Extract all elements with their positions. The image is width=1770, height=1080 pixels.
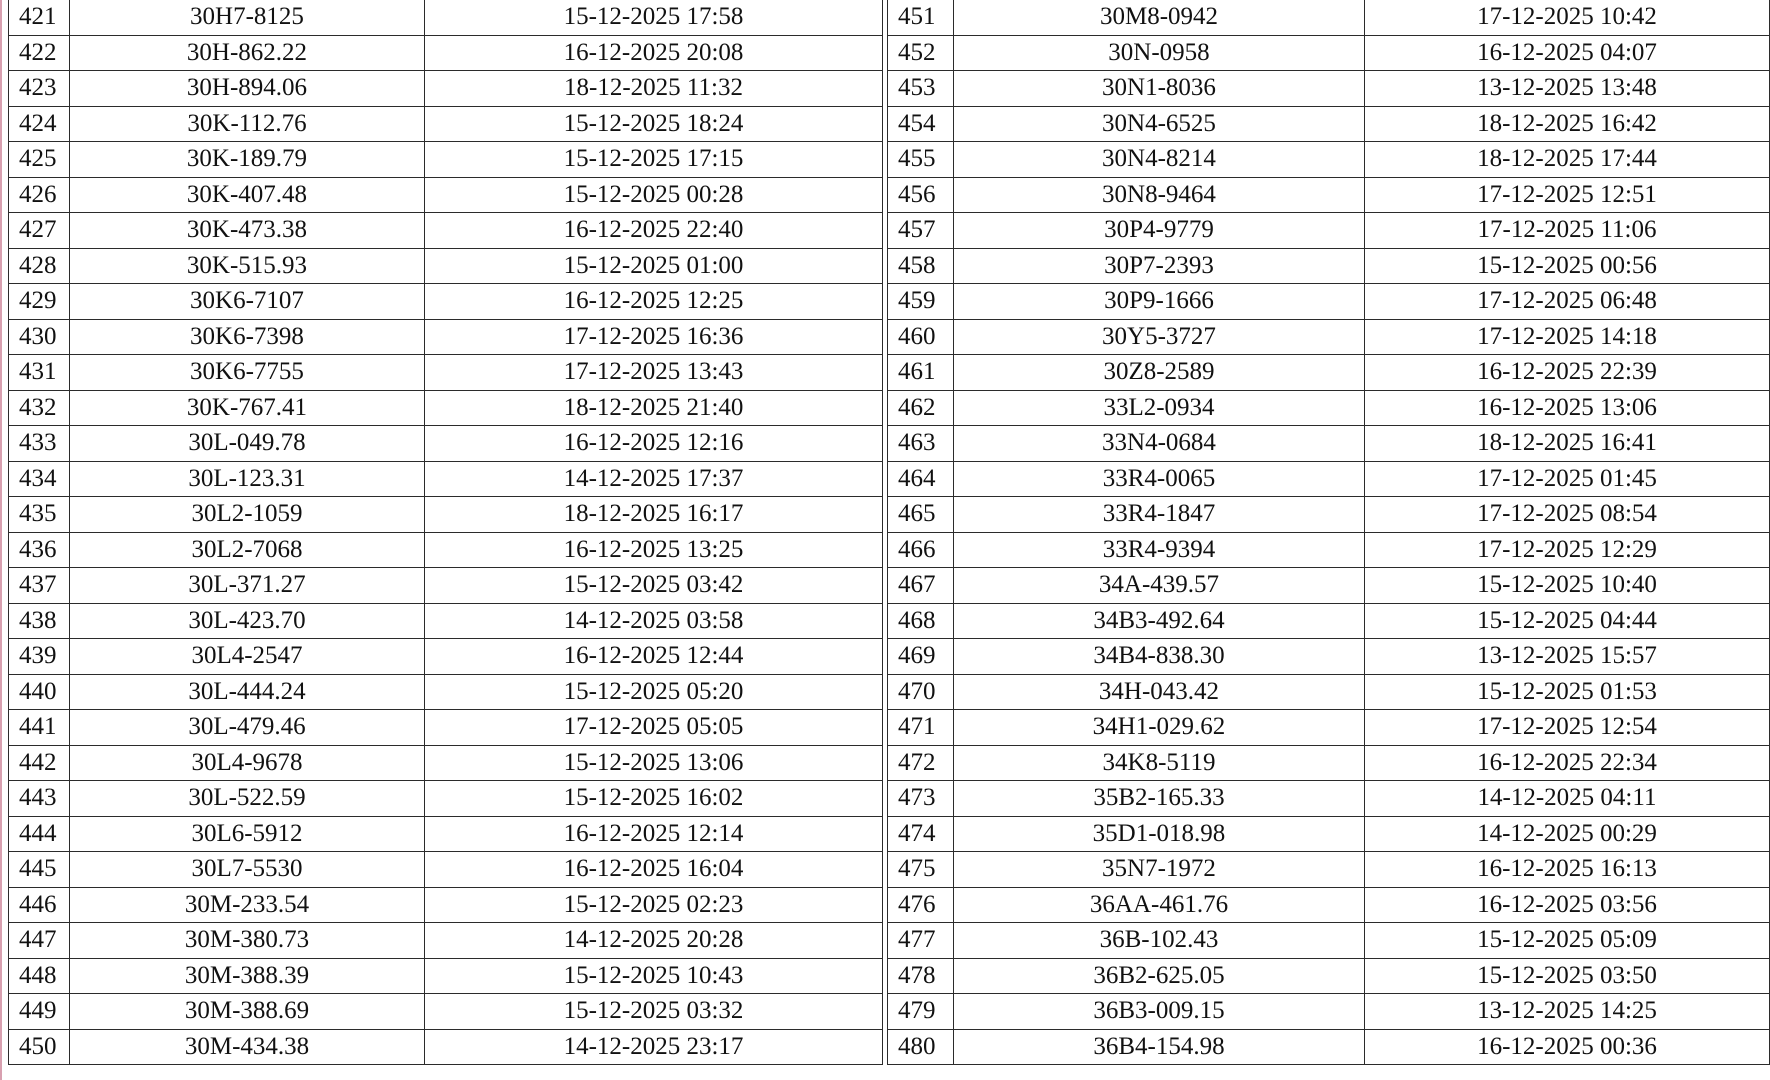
table-row (9, 248, 883, 284)
license-plate-cell: 36AA-461.76 (954, 887, 1365, 923)
timestamp-cell: 14-12-2025 20:28 (425, 923, 883, 959)
table-row (9, 781, 883, 817)
records-table-right-body (888, 0, 1770, 1065)
row-number-cell: 472 (888, 745, 954, 781)
license-plate-cell: 30L2-7068 (70, 532, 425, 568)
table-row (888, 923, 1770, 959)
timestamp-cell: 15-12-2025 10:43 (425, 958, 883, 994)
license-plate-cell: 33R4-1847 (954, 497, 1365, 533)
license-plate-cell: 30M-388.69 (70, 994, 425, 1030)
row-number-cell: 470 (888, 674, 954, 710)
license-plate-cell: 35N7-1972 (954, 852, 1365, 888)
license-plate-cell: 30L2-1059 (70, 497, 425, 533)
license-plate-cell: 30K-515.93 (70, 248, 425, 284)
table-row (9, 461, 883, 497)
table-row (888, 532, 1770, 568)
row-number-cell: 476 (888, 887, 954, 923)
table-row (888, 461, 1770, 497)
license-plate-cell: 30K-407.48 (70, 177, 425, 213)
license-plate-cell: 30M-434.38 (70, 1029, 425, 1065)
timestamp-cell: 15-12-2025 03:32 (425, 994, 883, 1030)
timestamp-cell: 15-12-2025 00:28 (425, 177, 883, 213)
timestamp-cell: 17-12-2025 08:54 (1365, 497, 1770, 533)
table-row (9, 639, 883, 675)
right-table-panel (887, 0, 1769, 1065)
row-number-cell: 447 (9, 923, 70, 959)
license-plate-cell: 30Z8-2589 (954, 355, 1365, 391)
timestamp-cell: 14-12-2025 04:11 (1365, 781, 1770, 817)
table-row (9, 284, 883, 320)
license-plate-cell: 30L-479.46 (70, 710, 425, 746)
table-row (888, 994, 1770, 1030)
timestamp-cell: 16-12-2025 12:14 (425, 816, 883, 852)
row-number-cell: 441 (9, 710, 70, 746)
license-plate-cell: 33R4-0065 (954, 461, 1365, 497)
row-number-cell: 471 (888, 710, 954, 746)
row-number-cell: 446 (9, 887, 70, 923)
license-plate-cell: 30L-423.70 (70, 603, 425, 639)
table-row (9, 1029, 883, 1065)
timestamp-cell: 17-12-2025 13:43 (425, 355, 883, 391)
row-number-cell: 425 (9, 142, 70, 178)
table-row (888, 497, 1770, 533)
license-plate-cell: 36B-102.43 (954, 923, 1365, 959)
table-row (888, 426, 1770, 462)
license-plate-cell: 36B3-009.15 (954, 994, 1365, 1030)
license-plate-cell: 30K-189.79 (70, 142, 425, 178)
timestamp-cell: 17-12-2025 14:18 (1365, 319, 1770, 355)
table-row (9, 177, 883, 213)
license-plate-cell: 30P7-2393 (954, 248, 1365, 284)
license-plate-cell: 34B3-492.64 (954, 603, 1365, 639)
license-plate-cell: 30H7-8125 (70, 0, 425, 35)
row-number-cell: 466 (888, 532, 954, 568)
timestamp-cell: 17-12-2025 01:45 (1365, 461, 1770, 497)
table-row (888, 958, 1770, 994)
timestamp-cell: 16-12-2025 16:04 (425, 852, 883, 888)
timestamp-cell: 15-12-2025 13:06 (425, 745, 883, 781)
table-row (888, 1029, 1770, 1065)
table-row (9, 106, 883, 142)
license-plate-cell: 30L-444.24 (70, 674, 425, 710)
left-table-panel (8, 0, 882, 1065)
row-number-cell: 449 (9, 994, 70, 1030)
table-row (888, 35, 1770, 71)
table-row (888, 852, 1770, 888)
table-row (888, 390, 1770, 426)
row-number-cell: 426 (9, 177, 70, 213)
timestamp-cell: 15-12-2025 01:00 (425, 248, 883, 284)
row-number-cell: 421 (9, 0, 70, 35)
timestamp-cell: 16-12-2025 00:36 (1365, 1029, 1770, 1065)
table-row (9, 142, 883, 178)
row-number-cell: 428 (9, 248, 70, 284)
license-plate-cell: 36B4-154.98 (954, 1029, 1365, 1065)
row-number-cell: 444 (9, 816, 70, 852)
timestamp-cell: 18-12-2025 11:32 (425, 71, 883, 107)
row-number-cell: 450 (9, 1029, 70, 1065)
row-number-cell: 479 (888, 994, 954, 1030)
license-plate-cell: 34H-043.42 (954, 674, 1365, 710)
license-plate-cell: 30M8-0942 (954, 0, 1365, 35)
table-row (888, 745, 1770, 781)
row-number-cell: 459 (888, 284, 954, 320)
license-plate-cell: 30K6-7107 (70, 284, 425, 320)
timestamp-cell: 15-12-2025 05:20 (425, 674, 883, 710)
license-plate-cell: 30L4-2547 (70, 639, 425, 675)
license-plate-cell: 30P4-9779 (954, 213, 1365, 249)
license-plate-cell: 34H1-029.62 (954, 710, 1365, 746)
table-row (888, 319, 1770, 355)
page-edge-marker (0, 0, 2, 1080)
timestamp-cell: 15-12-2025 00:56 (1365, 248, 1770, 284)
timestamp-cell: 13-12-2025 15:57 (1365, 639, 1770, 675)
timestamp-cell: 17-12-2025 12:54 (1365, 710, 1770, 746)
license-plate-cell: 33N4-0684 (954, 426, 1365, 462)
table-row (888, 355, 1770, 391)
timestamp-cell: 16-12-2025 22:39 (1365, 355, 1770, 391)
timestamp-cell: 18-12-2025 16:42 (1365, 106, 1770, 142)
timestamp-cell: 18-12-2025 16:41 (1365, 426, 1770, 462)
table-row (9, 71, 883, 107)
license-plate-cell: 30L-123.31 (70, 461, 425, 497)
row-number-cell: 452 (888, 35, 954, 71)
table-row (9, 674, 883, 710)
license-plate-cell: 33L2-0934 (954, 390, 1365, 426)
license-plate-cell: 30K-767.41 (70, 390, 425, 426)
timestamp-cell: 16-12-2025 04:07 (1365, 35, 1770, 71)
table-row (9, 958, 883, 994)
row-number-cell: 451 (888, 0, 954, 35)
row-number-cell: 434 (9, 461, 70, 497)
timestamp-cell: 15-12-2025 01:53 (1365, 674, 1770, 710)
timestamp-cell: 17-12-2025 12:29 (1365, 532, 1770, 568)
license-plate-cell: 30M-388.39 (70, 958, 425, 994)
license-plate-cell: 35B2-165.33 (954, 781, 1365, 817)
license-plate-cell: 30P9-1666 (954, 284, 1365, 320)
row-number-cell: 453 (888, 71, 954, 107)
table-row (9, 568, 883, 604)
timestamp-cell: 14-12-2025 23:17 (425, 1029, 883, 1065)
license-plate-cell: 30M-233.54 (70, 887, 425, 923)
timestamp-cell: 15-12-2025 18:24 (425, 106, 883, 142)
row-number-cell: 454 (888, 106, 954, 142)
table-row (9, 745, 883, 781)
license-plate-cell: 34K8-5119 (954, 745, 1365, 781)
table-row (888, 674, 1770, 710)
license-plate-cell: 30N4-6525 (954, 106, 1365, 142)
timestamp-cell: 18-12-2025 16:17 (425, 497, 883, 533)
timestamp-cell: 15-12-2025 04:44 (1365, 603, 1770, 639)
row-number-cell: 448 (9, 958, 70, 994)
license-plate-cell: 30N-0958 (954, 35, 1365, 71)
timestamp-cell: 14-12-2025 00:29 (1365, 816, 1770, 852)
table-row (9, 532, 883, 568)
table-row (888, 213, 1770, 249)
timestamp-cell: 15-12-2025 10:40 (1365, 568, 1770, 604)
row-number-cell: 455 (888, 142, 954, 178)
timestamp-cell: 15-12-2025 03:50 (1365, 958, 1770, 994)
timestamp-cell: 16-12-2025 22:34 (1365, 745, 1770, 781)
timestamp-cell: 18-12-2025 21:40 (425, 390, 883, 426)
table-row (888, 816, 1770, 852)
table-row (9, 497, 883, 533)
row-number-cell: 422 (9, 35, 70, 71)
records-table-right (887, 0, 1770, 1065)
table-row (888, 603, 1770, 639)
row-number-cell: 477 (888, 923, 954, 959)
table-row (9, 603, 883, 639)
table-row (9, 426, 883, 462)
license-plate-cell: 30N8-9464 (954, 177, 1365, 213)
license-plate-cell: 30L-522.59 (70, 781, 425, 817)
timestamp-cell: 16-12-2025 22:40 (425, 213, 883, 249)
table-row (888, 639, 1770, 675)
row-number-cell: 475 (888, 852, 954, 888)
timestamp-cell: 16-12-2025 13:25 (425, 532, 883, 568)
table-row (888, 568, 1770, 604)
license-plate-cell: 30L6-5912 (70, 816, 425, 852)
license-plate-cell: 30M-380.73 (70, 923, 425, 959)
license-plate-cell: 30K6-7755 (70, 355, 425, 391)
timestamp-cell: 17-12-2025 05:05 (425, 710, 883, 746)
license-plate-cell: 34B4-838.30 (954, 639, 1365, 675)
timestamp-cell: 16-12-2025 12:16 (425, 426, 883, 462)
timestamp-cell: 17-12-2025 12:51 (1365, 177, 1770, 213)
table-row (9, 923, 883, 959)
table-row (888, 71, 1770, 107)
row-number-cell: 478 (888, 958, 954, 994)
row-number-cell: 431 (9, 355, 70, 391)
row-number-cell: 468 (888, 603, 954, 639)
timestamp-cell: 16-12-2025 12:25 (425, 284, 883, 320)
row-number-cell: 474 (888, 816, 954, 852)
timestamp-cell: 17-12-2025 10:42 (1365, 0, 1770, 35)
license-plate-cell: 30L4-9678 (70, 745, 425, 781)
table-row (9, 816, 883, 852)
table-row (888, 710, 1770, 746)
timestamp-cell: 15-12-2025 05:09 (1365, 923, 1770, 959)
table-row (888, 106, 1770, 142)
records-table-left (8, 0, 883, 1065)
timestamp-cell: 15-12-2025 16:02 (425, 781, 883, 817)
timestamp-cell: 13-12-2025 13:48 (1365, 71, 1770, 107)
table-row (9, 710, 883, 746)
row-number-cell: 458 (888, 248, 954, 284)
table-row (888, 887, 1770, 923)
row-number-cell: 436 (9, 532, 70, 568)
timestamp-cell: 17-12-2025 06:48 (1365, 284, 1770, 320)
row-number-cell: 427 (9, 213, 70, 249)
timestamp-cell: 17-12-2025 11:06 (1365, 213, 1770, 249)
license-plate-cell: 30Y5-3727 (954, 319, 1365, 355)
table-row (9, 35, 883, 71)
row-number-cell: 463 (888, 426, 954, 462)
row-number-cell: 429 (9, 284, 70, 320)
timestamp-cell: 16-12-2025 20:08 (425, 35, 883, 71)
table-row (9, 887, 883, 923)
table-row (9, 0, 883, 35)
row-number-cell: 462 (888, 390, 954, 426)
license-plate-cell: 35D1-018.98 (954, 816, 1365, 852)
table-row (9, 994, 883, 1030)
license-plate-cell: 30N1-8036 (954, 71, 1365, 107)
timestamp-cell: 16-12-2025 03:56 (1365, 887, 1770, 923)
timestamp-cell: 14-12-2025 03:58 (425, 603, 883, 639)
row-number-cell: 432 (9, 390, 70, 426)
row-number-cell: 435 (9, 497, 70, 533)
table-row (9, 390, 883, 426)
row-number-cell: 460 (888, 319, 954, 355)
row-number-cell: 445 (9, 852, 70, 888)
license-plate-cell: 30K-112.76 (70, 106, 425, 142)
timestamp-cell: 18-12-2025 17:44 (1365, 142, 1770, 178)
table-row (888, 781, 1770, 817)
row-number-cell: 430 (9, 319, 70, 355)
row-number-cell: 465 (888, 497, 954, 533)
timestamp-cell: 16-12-2025 13:06 (1365, 390, 1770, 426)
row-number-cell: 467 (888, 568, 954, 604)
table-row (9, 319, 883, 355)
row-number-cell: 469 (888, 639, 954, 675)
timestamp-cell: 13-12-2025 14:25 (1365, 994, 1770, 1030)
table-row (9, 852, 883, 888)
row-number-cell: 443 (9, 781, 70, 817)
timestamp-cell: 15-12-2025 02:23 (425, 887, 883, 923)
license-plate-cell: 30L-049.78 (70, 426, 425, 462)
row-number-cell: 424 (9, 106, 70, 142)
table-row (888, 177, 1770, 213)
row-number-cell: 456 (888, 177, 954, 213)
row-number-cell: 440 (9, 674, 70, 710)
timestamp-cell: 14-12-2025 17:37 (425, 461, 883, 497)
row-number-cell: 461 (888, 355, 954, 391)
row-number-cell: 464 (888, 461, 954, 497)
row-number-cell: 473 (888, 781, 954, 817)
timestamp-cell: 15-12-2025 17:58 (425, 0, 883, 35)
license-plate-cell: 33R4-9394 (954, 532, 1365, 568)
timestamp-cell: 15-12-2025 17:15 (425, 142, 883, 178)
license-plate-cell: 30L-371.27 (70, 568, 425, 604)
license-plate-cell: 34A-439.57 (954, 568, 1365, 604)
row-number-cell: 439 (9, 639, 70, 675)
license-plate-cell: 30N4-8214 (954, 142, 1365, 178)
row-number-cell: 442 (9, 745, 70, 781)
license-plate-cell: 30K-473.38 (70, 213, 425, 249)
table-row (888, 284, 1770, 320)
license-plate-cell: 30H-894.06 (70, 71, 425, 107)
license-plate-cell: 30L7-5530 (70, 852, 425, 888)
row-number-cell: 437 (9, 568, 70, 604)
row-number-cell: 480 (888, 1029, 954, 1065)
row-number-cell: 423 (9, 71, 70, 107)
table-row (888, 248, 1770, 284)
records-table-left-body (9, 0, 883, 1065)
table-row (888, 0, 1770, 35)
row-number-cell: 433 (9, 426, 70, 462)
row-number-cell: 457 (888, 213, 954, 249)
row-number-cell: 438 (9, 603, 70, 639)
timestamp-cell: 15-12-2025 03:42 (425, 568, 883, 604)
timestamp-cell: 17-12-2025 16:36 (425, 319, 883, 355)
license-plate-cell: 36B2-625.05 (954, 958, 1365, 994)
license-plate-cell: 30H-862.22 (70, 35, 425, 71)
timestamp-cell: 16-12-2025 12:44 (425, 639, 883, 675)
timestamp-cell: 16-12-2025 16:13 (1365, 852, 1770, 888)
table-row (9, 355, 883, 391)
table-row (888, 142, 1770, 178)
license-plate-cell: 30K6-7398 (70, 319, 425, 355)
table-row (9, 213, 883, 249)
